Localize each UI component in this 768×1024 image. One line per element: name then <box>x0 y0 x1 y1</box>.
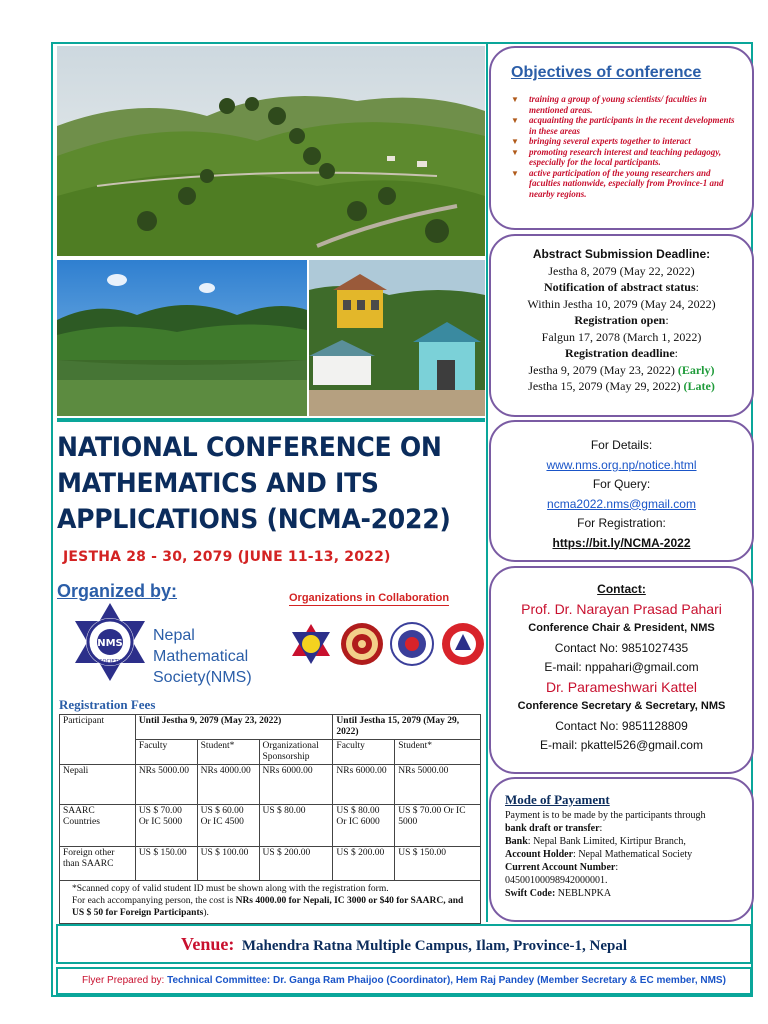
prepared-by-label: Flyer Prepared by: <box>82 975 168 986</box>
registration-deadline-heading: Registration deadline <box>564 346 675 360</box>
collab-logo-4 <box>441 622 485 666</box>
late-tag: (Late) <box>683 379 715 393</box>
contact-person-2-name: Dr. Parameshwari Kattel <box>546 678 697 695</box>
cell-fee: US $ 60.00 Or IC 4500 <box>197 805 259 847</box>
header-late-period: Until Jestha 15, 2079 (May 29, 2022) <box>333 715 481 740</box>
early-tag: (Early) <box>677 362 715 377</box>
collab-logo-2 <box>340 622 384 666</box>
header-early-student: Student* <box>197 740 259 765</box>
organized-by-heading: Organized by: <box>57 581 178 601</box>
contact-content <box>491 580 752 756</box>
collaboration-logos <box>289 619 485 669</box>
bullet-icon: ▼ <box>511 168 519 178</box>
list-item: ▼ bringing several experts together to interact <box>511 136 691 146</box>
contact-person-2-email: E-mail: pkattel526@gmail.com <box>540 738 703 752</box>
svg-text:NMS: NMS <box>97 638 123 649</box>
cell-fee: US $ 200.00 <box>259 847 333 881</box>
table-row <box>60 805 481 847</box>
header-participant: Participant <box>60 715 136 765</box>
notification-date: Within Jestha 10, 2079 (May 24, 2022) <box>527 296 716 311</box>
header-late-student: Student* <box>395 740 481 765</box>
venue-label: Venue: <box>181 934 235 954</box>
tea-garden-photo <box>57 46 485 256</box>
table-row <box>60 765 481 805</box>
right-column <box>486 44 753 922</box>
registration-link[interactable]: https://bit.ly/NCMA-2022 <box>552 535 691 550</box>
registration-open-date: Falgun 17, 2078 (March 1, 2022) <box>541 329 702 344</box>
prepared-by-bar <box>56 967 752 995</box>
cell-fee: US $ 80.00 <box>259 805 333 847</box>
bullet-icon: ▼ <box>511 95 519 104</box>
collab-logo-1 <box>289 622 333 666</box>
list-item: ▼ promoting research interest and teaching pedagogy, especially for the local participants. <box>511 146 722 167</box>
conference-dates: JESTHA 28 - 30, 2079 (JUNE 11-13, 2022) <box>63 549 391 565</box>
registration-label: For Registration: <box>577 516 666 530</box>
abstract-deadline-date: Jestha 8, 2079 (May 22, 2022) <box>548 263 695 278</box>
collab-logo-3 <box>390 622 434 666</box>
fees-note: *Scanned copy of valid student ID must be shown along with the registration form. For each accompanying person, the cost is NRs 4000.00 for Nepali, IC 3000 or $40 for SAARC, and US $ 50 for Foreign Participants). <box>60 881 481 924</box>
bullet-icon: ▼ <box>511 116 519 125</box>
early-deadline-date: Jestha 9, 2079 (May 23, 2022) <box>528 362 675 377</box>
query-label: For Query: <box>592 477 651 491</box>
objectives-list <box>511 94 741 199</box>
notification-heading: Notification of abstract status <box>544 280 696 294</box>
details-content <box>491 436 752 553</box>
row-label: Nepali <box>60 765 136 805</box>
left-column <box>53 44 485 922</box>
lake-photo <box>57 260 307 416</box>
list-item: ▼ training a group of young scientists/ faculties in mentioned areas. <box>511 94 707 115</box>
collaboration-heading: Organizations in Collaboration <box>289 592 450 604</box>
nms-logo <box>69 601 151 683</box>
payment-box <box>489 777 754 922</box>
school-photo <box>309 260 485 416</box>
venue-text: Mahendra Ratna Multiple Campus, Ilam, Province-1, Nepal <box>241 938 627 954</box>
contact-box <box>489 566 754 774</box>
divider-line <box>57 418 485 422</box>
row-label: Foreign other than SAARC <box>60 847 136 881</box>
late-deadline-date: Jestha 15, 2079 (May 29, 2022) <box>528 379 681 393</box>
abstract-deadline-heading: Abstract Submission Deadline: <box>532 247 711 261</box>
cell-fee: US $ 150.00 <box>135 847 197 881</box>
cell-fee: US $ 70.00 Or IC 5000 <box>135 805 197 847</box>
cell-fee: NRs 4000.00 <box>197 765 259 805</box>
deadlines-box <box>489 234 754 417</box>
row-label: SAARC Countries <box>60 805 136 847</box>
objectives-heading: Objectives of conference <box>511 64 702 81</box>
contact-person-2-phone: Contact No: 9851128809 <box>555 718 688 733</box>
cell-fee: NRs 5000.00 <box>135 765 197 805</box>
deadlines-content: Abstract Submission Deadline: Jestha 8, 2079 (May 22, 2022) Notification of abstract status: Within Jestha 10, 2079 (May 24, 2022) Registration open: Falgun 17, 2078 (March 1, 2022) Registration deadline: Jestha 9, 2079 (May 23, 2022) (Early) Jestha 15, 2079 (May 29, 2022) (Late) <box>491 246 752 395</box>
list-item: ▼ active participation of the young researchers and faculties nationwide, especially from Province-1 and nearby regions. <box>511 167 724 199</box>
cell-fee: US $ 70.00 Or IC 5000 <box>395 805 481 847</box>
payment-heading: Mode of Payament <box>505 792 610 807</box>
venue-bar <box>56 924 752 964</box>
contact-person-1-email: E-mail: nppahari@gmail.com <box>544 660 699 674</box>
table-row <box>60 847 481 881</box>
header-early-faculty: Faculty <box>135 740 197 765</box>
header-late-faculty: Faculty <box>333 740 395 765</box>
contact-person-1-phone: Contact No: 9851027435 <box>554 640 689 655</box>
nms-name: Nepal Mathematical Society(NMS) <box>153 627 252 686</box>
prepared-by-text: Technical Committee: Dr. Ganga Ram Phaijoo (Coordinator), Hem Raj Pandey (Member Secretary & EC member, NMS) <box>167 975 726 986</box>
registration-fees-table <box>59 714 481 924</box>
cell-fee: US $ 80.00 Or IC 6000 <box>333 805 395 847</box>
details-box <box>489 420 754 562</box>
payment-content: Mode of Payament Payment is to be made by the participants through bank draft or transfer: Bank: Nepal Bank Limited, Kirtipur Branch, Account Holder: Nepal Mathematical Society Current Account Number: 04500100098942000001. Swift Code: NEBLNPKA <box>505 793 745 900</box>
contact-heading: Contact: <box>597 582 646 596</box>
cell-fee: NRs 5000.00 <box>395 765 481 805</box>
svg-text:SOCIETY: SOCIETY <box>99 659 121 665</box>
registration-open-heading: Registration open <box>574 313 666 327</box>
cell-fee: NRs 6000.00 <box>259 765 333 805</box>
cell-fee: US $ 150.00 <box>395 847 481 881</box>
contact-person-2-role: Conference Secretary & Secretary, NMS <box>517 700 726 712</box>
registration-fees-heading: Registration Fees <box>59 697 156 712</box>
list-item: ▼ acquainting the participants in the recent developments in these areas <box>511 115 735 136</box>
cell-fee: US $ 200.00 <box>333 847 395 881</box>
objectives-box <box>489 46 754 230</box>
cell-fee: US $ 100.00 <box>197 847 259 881</box>
contact-person-1-role: Conference Chair & President, NMS <box>528 622 715 634</box>
details-label: For Details: <box>590 438 653 452</box>
cell-fee: NRs 6000.00 <box>333 765 395 805</box>
details-link[interactable]: www.nms.org.np/notice.html <box>546 457 697 472</box>
header-org-sponsorship: Organizational Sponsorship <box>259 740 333 765</box>
contact-person-1-name: Prof. Dr. Narayan Prasad Pahari <box>521 600 722 617</box>
query-email-link[interactable]: ncma2022.nms@gmail.com <box>547 496 696 511</box>
bullet-icon: ▼ <box>511 137 519 146</box>
conference-title: NATIONAL CONFERENCE ON MATHEMATICS AND ITS APPLICATIONS (NCMA-2022) <box>57 432 451 535</box>
header-early-period: Until Jestha 9, 2079 (May 23, 2022) <box>135 715 333 740</box>
bullet-icon: ▼ <box>511 147 519 157</box>
conference-flyer <box>51 42 753 997</box>
